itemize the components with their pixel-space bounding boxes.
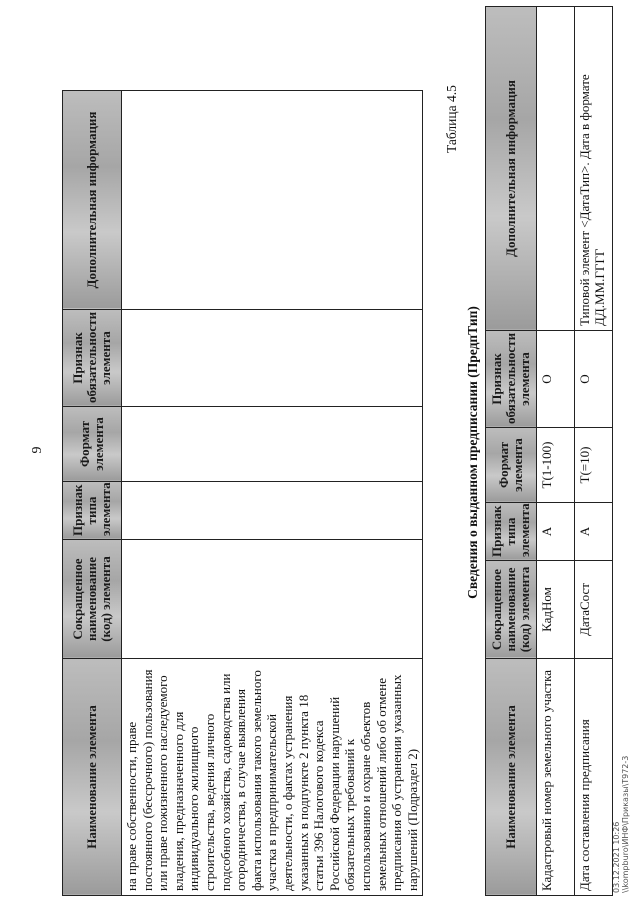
elements-table-continued <box>62 90 423 896</box>
header-element-name: Наименование элемента <box>486 659 537 896</box>
cell-element-type <box>122 482 423 540</box>
header-element-code: Сокращенное наименование (код) элемента <box>63 540 122 659</box>
cell-additional-info <box>537 7 575 331</box>
cell-element-code: КадНом <box>537 561 575 659</box>
cell-element-format: T(=10) <box>575 428 613 503</box>
file-path: \\kompburo\ИНФ\Приказы\Т972-3 <box>621 755 630 893</box>
cell-element-type: А <box>575 503 613 561</box>
cell-element-required: О <box>575 331 613 428</box>
cell-element-code <box>122 540 423 659</box>
header-element-name: Наименование элемента <box>63 659 122 896</box>
cell-element-name: Кадастровый номер земельного участка <box>537 659 575 896</box>
cell-element-format: T(1-100) <box>537 428 575 503</box>
table-header-row <box>486 7 537 896</box>
table-caption: Таблица 4.5 <box>444 85 459 153</box>
table-row <box>122 91 423 896</box>
table-title: Сведения о выданном предписании (ПредпТип) <box>465 306 480 599</box>
cell-additional-info <box>122 91 423 310</box>
header-element-format: Формат элемента <box>63 407 122 482</box>
table-row <box>537 7 575 896</box>
print-footer <box>612 756 630 893</box>
cell-element-required <box>122 310 423 407</box>
header-additional-info: Дополнительная информация <box>63 91 122 310</box>
header-additional-info: Дополнительная информация <box>486 7 537 331</box>
header-element-type: Признак типа элемента <box>486 503 537 561</box>
prescription-table <box>485 6 613 896</box>
table-row <box>575 7 613 896</box>
header-element-required: Признак обязательности элемента <box>486 331 537 428</box>
header-element-code: Сокращенное наименование (код) элемента <box>486 561 537 659</box>
header-element-required: Признак обязательности элемента <box>63 310 122 407</box>
cell-element-code: ДатаСост <box>575 561 613 659</box>
cell-element-name: Дата составления предписания <box>575 659 613 896</box>
table-header-row <box>63 91 122 896</box>
header-element-type: Признак типа элемента <box>63 482 122 540</box>
header-element-format: Формат элемента <box>486 428 537 503</box>
cell-element-type: А <box>537 503 575 561</box>
cell-element-format <box>122 407 423 482</box>
cell-element-name: на праве собственности, праве постоянного (бессрочного) пользования или праве пожизненного наследуемого владения, предназначенного для индивидуального жилищного строительства, ведения личного подсобного хозяйства, садоводства или огородничества, в случае выявления факта использования такого земельного участка в предпринимательской деятельности, о фактах устранения указанных в подпункте 2 пункта 18 статьи 396 Налогового кодекса Российской Федерации нарушений обязательных требований к использованию и охране объектов земельных отношений либо об отмене предписания об устранении указанных нарушений (Подраздел 2) <box>122 659 423 896</box>
print-timestamp: 03.12.2021 10:26 <box>612 821 621 893</box>
page-number: 9 <box>30 446 45 454</box>
cell-additional-info: Типовой элемент <ДатаТип>. Дата в формате ДД.ММ.ГГГГ <box>575 7 613 331</box>
cell-element-required: О <box>537 331 575 428</box>
